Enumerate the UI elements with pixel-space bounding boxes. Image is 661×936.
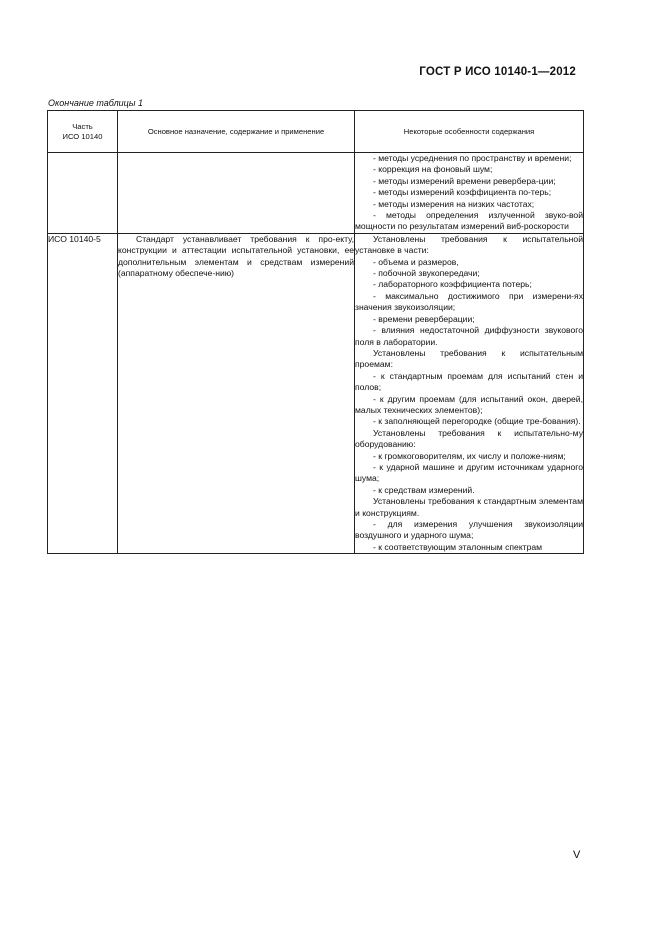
row2-feature-item: - объема и размеров, (373, 256, 459, 267)
table-row (48, 233, 584, 553)
row2-feature-item: - к соответствующим эталонным спектрам (373, 541, 543, 552)
standards-table (47, 110, 584, 554)
row1-feature-item: - методы определения излученной звуко-вой мощности по результатам измерений виб-роскорости (355, 210, 583, 232)
row1-purpose (118, 153, 355, 234)
row1-feature-item: - методы измерения на низких частотах; (373, 198, 535, 209)
row2-feature-item: - максимально достижимого при измерени-ях значения звукоизоляции; (355, 290, 583, 313)
row1-feature-item: - методы измерений времени ревербера-ции; (373, 175, 556, 186)
row2-feature-item: - побочной звукопередачи; (373, 268, 480, 279)
header-features: Некоторые особенности содержания (355, 111, 584, 153)
header-purpose: Основное назначение, содержание и применение (118, 111, 355, 153)
table-row (48, 153, 584, 234)
row2-features (355, 233, 584, 553)
row2-feature-item: Установлены требования к испытательной установке в части: (355, 233, 583, 256)
row2-feature-item: Установлены требования к стандартным элементам и конструкциям. (355, 496, 583, 518)
row2-part: ИСО 10140-5 (48, 233, 118, 553)
header-part-line2: ИСО 10140 (62, 131, 103, 141)
row2-feature-item: Установлены требования к испытательно-му оборудованию: (355, 427, 583, 450)
row1-features (355, 153, 584, 234)
header-part-line1: Часть (72, 121, 93, 131)
row2-feature-item: - к ударной машине и другим источникам ударного шума; (355, 461, 583, 484)
row1-part (48, 153, 118, 234)
row1-feature-item: - методы измерений коэффициента по-терь; (373, 187, 552, 198)
row2-feature-item: - к средствам измерений. (373, 484, 475, 495)
row2-feature-item: - времени реверберации; (373, 313, 475, 324)
page-number: V (573, 849, 581, 861)
table-header-row (48, 111, 584, 153)
header-part (48, 111, 118, 153)
row2-feature-item: - к громкоговорителям, их числу и положе-ниям; (373, 450, 566, 461)
row2-feature-item: - к заполняющей перегородке (общие тре-бования). (373, 416, 581, 427)
row2-feature-item: - влияния недостаточной диффузности звукового поля в лаборатории. (355, 325, 583, 347)
row1-feature-item: - методы усреднения по пространству и времени; (373, 153, 572, 163)
row2-purpose: Стандарт устанавливает требования к про-екту, конструкции и аттестации испытательной установки, ее дополнительным элементам и средствам измерений (аппаратному обеспече-нию) (118, 233, 355, 553)
table-caption: Окончание таблицы 1 (48, 98, 143, 108)
row2-feature-item: - для измерения улучшения звукоизоляции воздушного и ударного шума; (355, 519, 583, 541)
row1-feature-item: - коррекция на фоновый шум; (373, 164, 493, 175)
document-code: ГОСТ Р ИСО 10140-1—2012 (419, 66, 576, 78)
row2-feature-item: - к другим проемам (для испытаний окон, дверей, малых технических элементов); (355, 393, 583, 415)
row2-feature-item: - лабораторного коэффициента потерь; (373, 279, 532, 290)
row2-feature-item: - к стандартным проемам для испытаний стен и полов; (355, 370, 583, 393)
row2-feature-item: Установлены требования к испытательным проемам: (355, 347, 583, 370)
